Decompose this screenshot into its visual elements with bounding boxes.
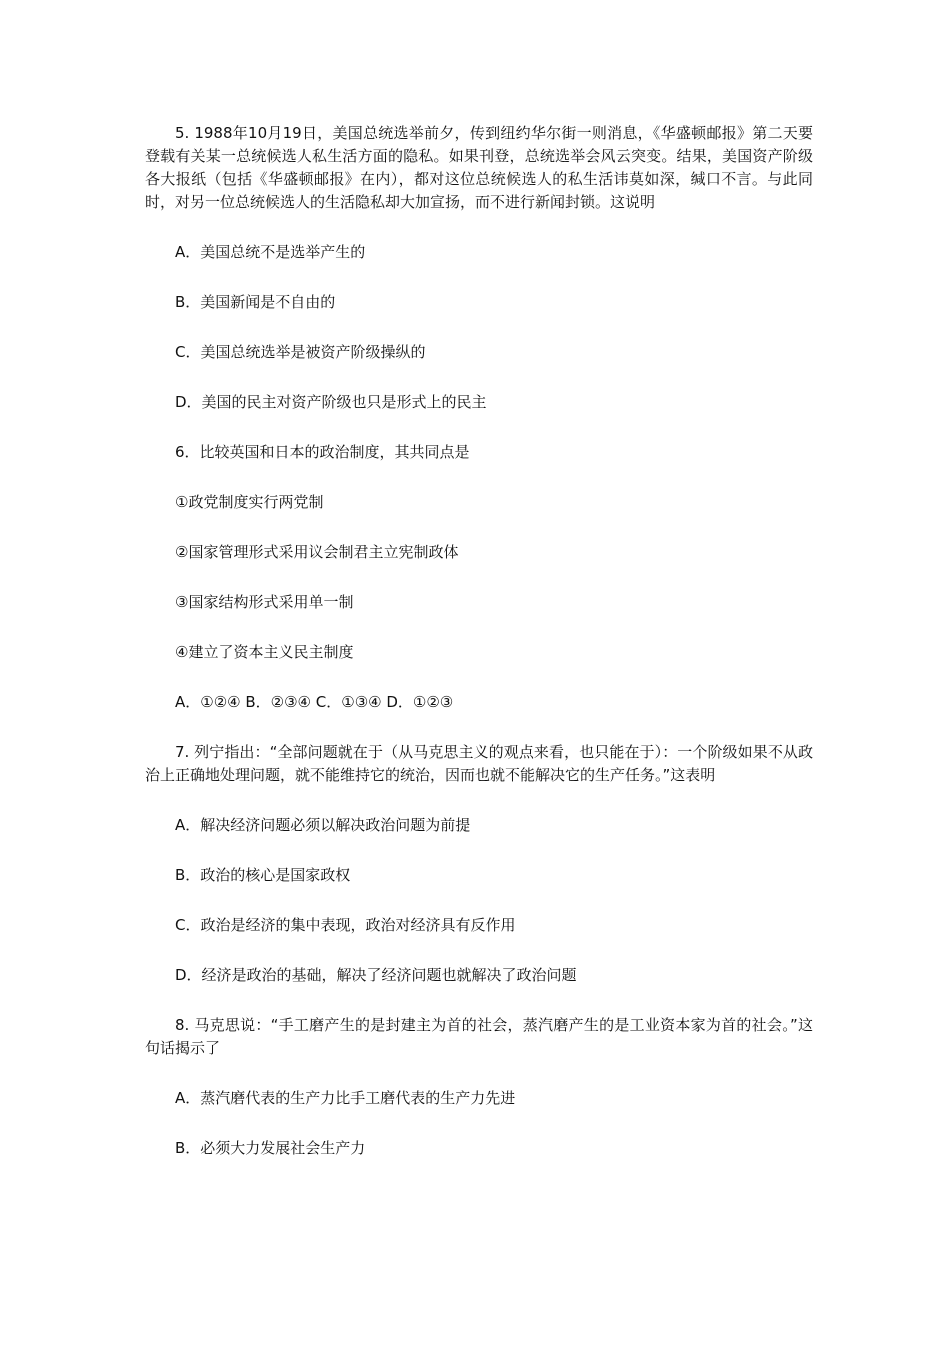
question-8-option-a: A．蒸汽磨代表的生产力比手工磨代表的生产力先进 xyxy=(175,1089,516,1107)
question-5-option-d: D．美国的民主对资产阶级也只是形式上的民主 xyxy=(175,393,487,411)
question-8-option-b: B．必须大力发展社会生产力 xyxy=(175,1139,366,1157)
question-5-stem: 5. 1988年10月19日，美国总统选举前夕，传到纽约华尔街一则消息，《华盛顿邮报》第二天要登载有关某一总统候选人私生活方面的隐私。如果刊登，总统选举会风云突变。结果，美国资产阶级各大报纸（包括《华盛顿邮报》在内），都对这位总统候选人的私生活讳莫如深，缄口不言。与此同时，对另一位总统候选人的生活隐私却大加宣扬，而不进行新闻封锁。这说明 xyxy=(145,124,813,211)
question-7-option-a: A．解决经济问题必须以解决政治问题为前提 xyxy=(175,816,471,834)
question-5-option-b: B．美国新闻是不自由的 xyxy=(175,293,336,311)
question-6-item-1: ①政党制度实行两党制 xyxy=(175,493,324,511)
question-8-stem: 8. 马克思说：“手工磨产生的是封建主为首的社会，蒸汽磨产生的是工业资本家为首的社会。”这句话揭示了 xyxy=(145,1016,813,1057)
question-5-option-c: C．美国总统选举是被资产阶级操纵的 xyxy=(175,343,426,361)
question-6-item-4: ④建立了资本主义民主制度 xyxy=(175,643,354,661)
question-5-option-a: A．美国总统不是选举产生的 xyxy=(175,243,366,261)
document-page xyxy=(145,122,813,1160)
question-7-option-d: D．经济是政治的基础，解决了经济问题也就解决了政治问题 xyxy=(175,966,577,984)
question-7-option-c: C．政治是经济的集中表现，政治对经济具有反作用 xyxy=(175,916,516,934)
question-7-stem: 7. 列宁指出：“全部问题就在于（从马克思主义的观点来看，也只能在于）：一个阶级如果不从政治上正确地处理问题，就不能维持它的统治，因而也就不能解决它的生产任务。”这表明 xyxy=(145,743,813,784)
question-6-options: A．①②④ B．②③④ C．①③④ D．①②③ xyxy=(175,693,454,711)
question-6-item-3: ③国家结构形式采用单一制 xyxy=(175,593,354,611)
question-6-stem: 6．比较英国和日本的政治制度，其共同点是 xyxy=(175,443,470,461)
question-6-item-2: ②国家管理形式采用议会制君主立宪制政体 xyxy=(175,543,459,561)
question-7-option-b: B．政治的核心是国家政权 xyxy=(175,866,351,884)
